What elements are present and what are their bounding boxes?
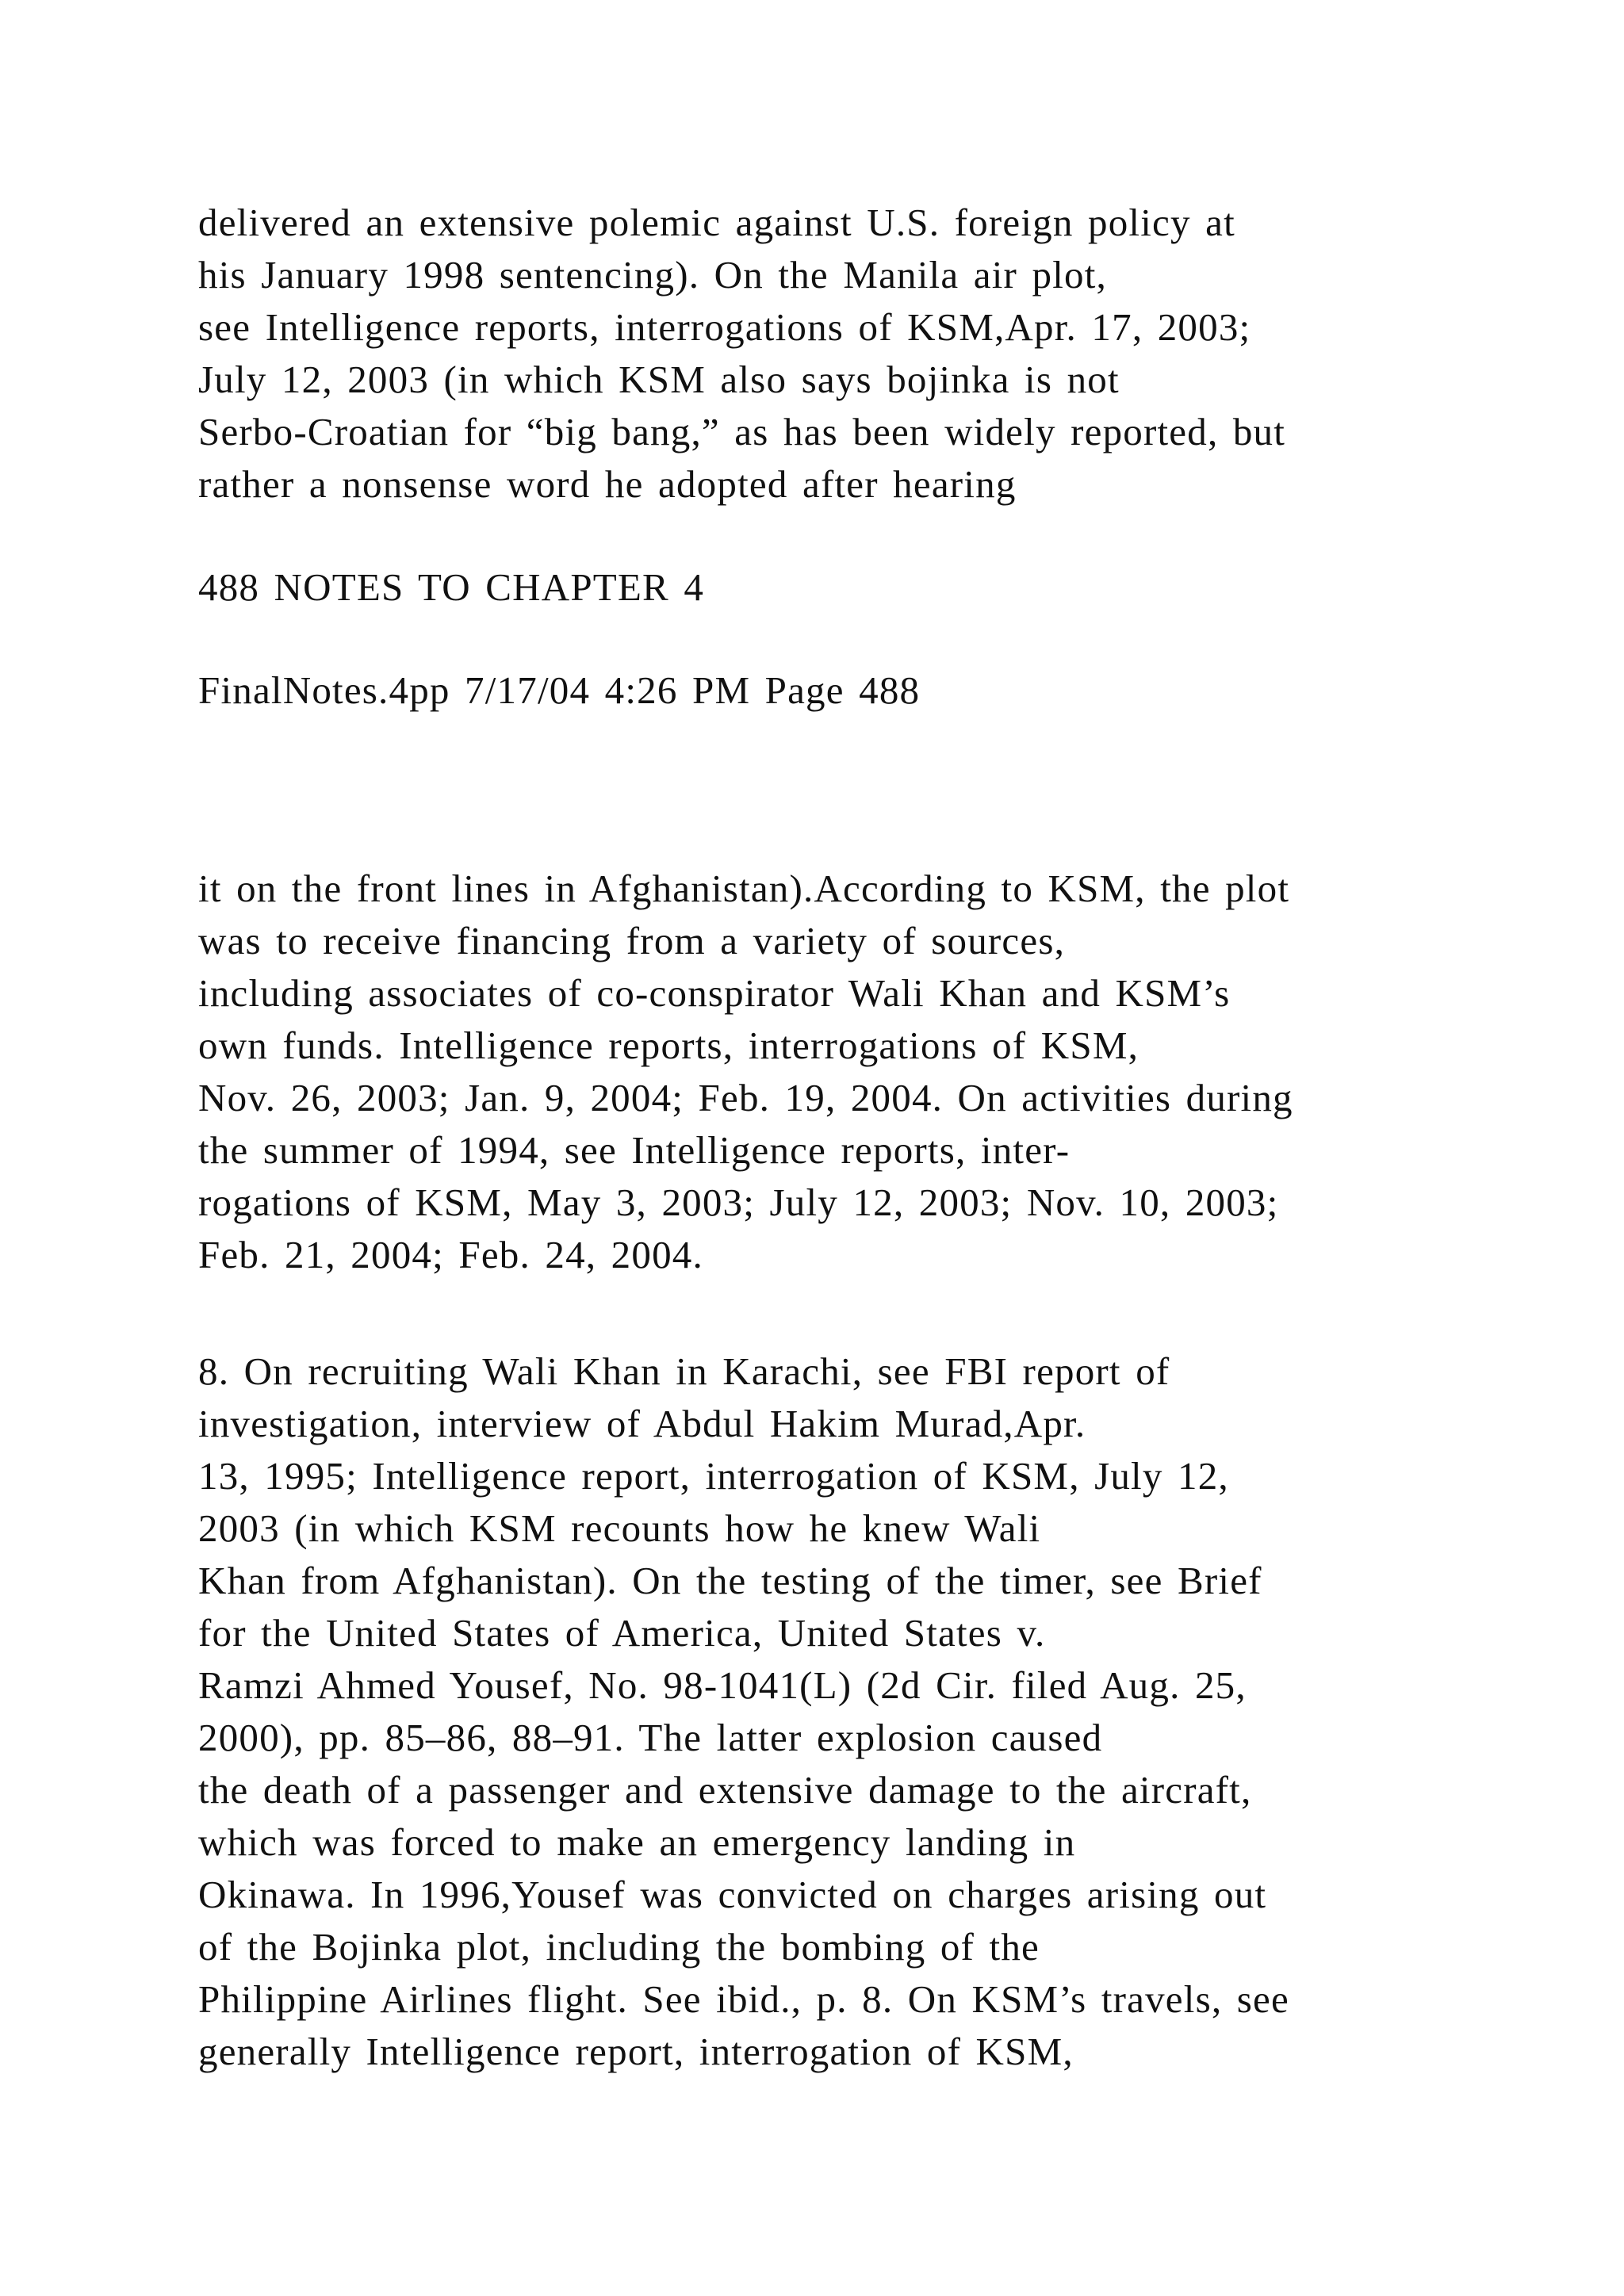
- text-line: rogations of KSM, May 3, 2003; July 12, 2003; Nov. 10, 2003;: [198, 1181, 1279, 1224]
- text-line: for the United States of America, United States v.: [198, 1611, 1046, 1655]
- text-line: Philippine Airlines flight. See ibid., p. 8. On KSM’s travels, see: [198, 1977, 1289, 2021]
- text-line: was to receive financing from a variety of sources,: [198, 919, 1066, 962]
- text-line: July 12, 2003 (in which KSM also says bojinka is not: [198, 358, 1120, 401]
- file-info-text: FinalNotes.4pp 7/17/04 4:26 PM Page 488: [198, 668, 921, 712]
- text-line: which was forced to make an emergency landing in: [198, 1820, 1076, 1864]
- text-line: Ramzi Ahmed Yousef, No. 98-1041(L) (2d Cir. filed Aug. 25,: [198, 1663, 1247, 1707]
- note-8-paragraph: [198, 1345, 1483, 2078]
- text-line: the death of a passenger and extensive damage to the aircraft,: [198, 1768, 1252, 1812]
- text-line: of the Bojinka plot, including the bombing of the: [198, 1925, 1040, 1969]
- text-line: Feb. 21, 2004; Feb. 24, 2004.: [198, 1233, 703, 1276]
- text-line: Serbo-Croatian for “big bang,” as has been widely reported, but: [198, 410, 1286, 453]
- text-line: 2003 (in which KSM recounts how he knew Wali: [198, 1506, 1041, 1550]
- text-line: generally Intelligence report, interrogation of KSM,: [198, 2030, 1074, 2073]
- paragraph-continued-2: [198, 863, 1483, 1281]
- text-line: it on the front lines in Afghanistan).According to KSM, the plot: [198, 867, 1290, 910]
- text-line: the summer of 1994, see Intelligence reports, inter-: [198, 1128, 1071, 1172]
- text-line: Khan from Afghanistan). On the testing of the timer, see Brief: [198, 1559, 1262, 1602]
- running-footer: [198, 561, 1483, 614]
- text-line: 2000), pp. 85–86, 88–91. The latter explosion caused: [198, 1716, 1103, 1759]
- text-line: Nov. 26, 2003; Jan. 9, 2004; Feb. 19, 2004. On activities during: [198, 1076, 1293, 1119]
- running-footer-text: 488 NOTES TO CHAPTER 4: [198, 565, 705, 609]
- text-line: 13, 1995; Intelligence report, interrogation of KSM, July 12,: [198, 1454, 1229, 1498]
- text-line: Okinawa. In 1996,Yousef was convicted on charges arising out: [198, 1873, 1267, 1916]
- text-line: including associates of co-conspirator Wali Khan and KSM’s: [198, 971, 1231, 1015]
- text-line: 8. On recruiting Wali Khan in Karachi, see FBI report of: [198, 1349, 1170, 1393]
- text-line: own funds. Intelligence reports, interrogations of KSM,: [198, 1024, 1139, 1067]
- text-line: his January 1998 sentencing). On the Manila air plot,: [198, 253, 1107, 297]
- text-line: investigation, interview of Abdul Hakim Murad,Apr.: [198, 1402, 1086, 1445]
- text-line: rather a nonsense word he adopted after hearing: [198, 462, 1017, 506]
- file-info-line: [198, 664, 1483, 717]
- text-line: delivered an extensive polemic against U.S. foreign policy at: [198, 201, 1235, 244]
- paragraph-continued: [198, 197, 1483, 511]
- text-line: see Intelligence reports, interrogations of KSM,Apr. 17, 2003;: [198, 305, 1251, 349]
